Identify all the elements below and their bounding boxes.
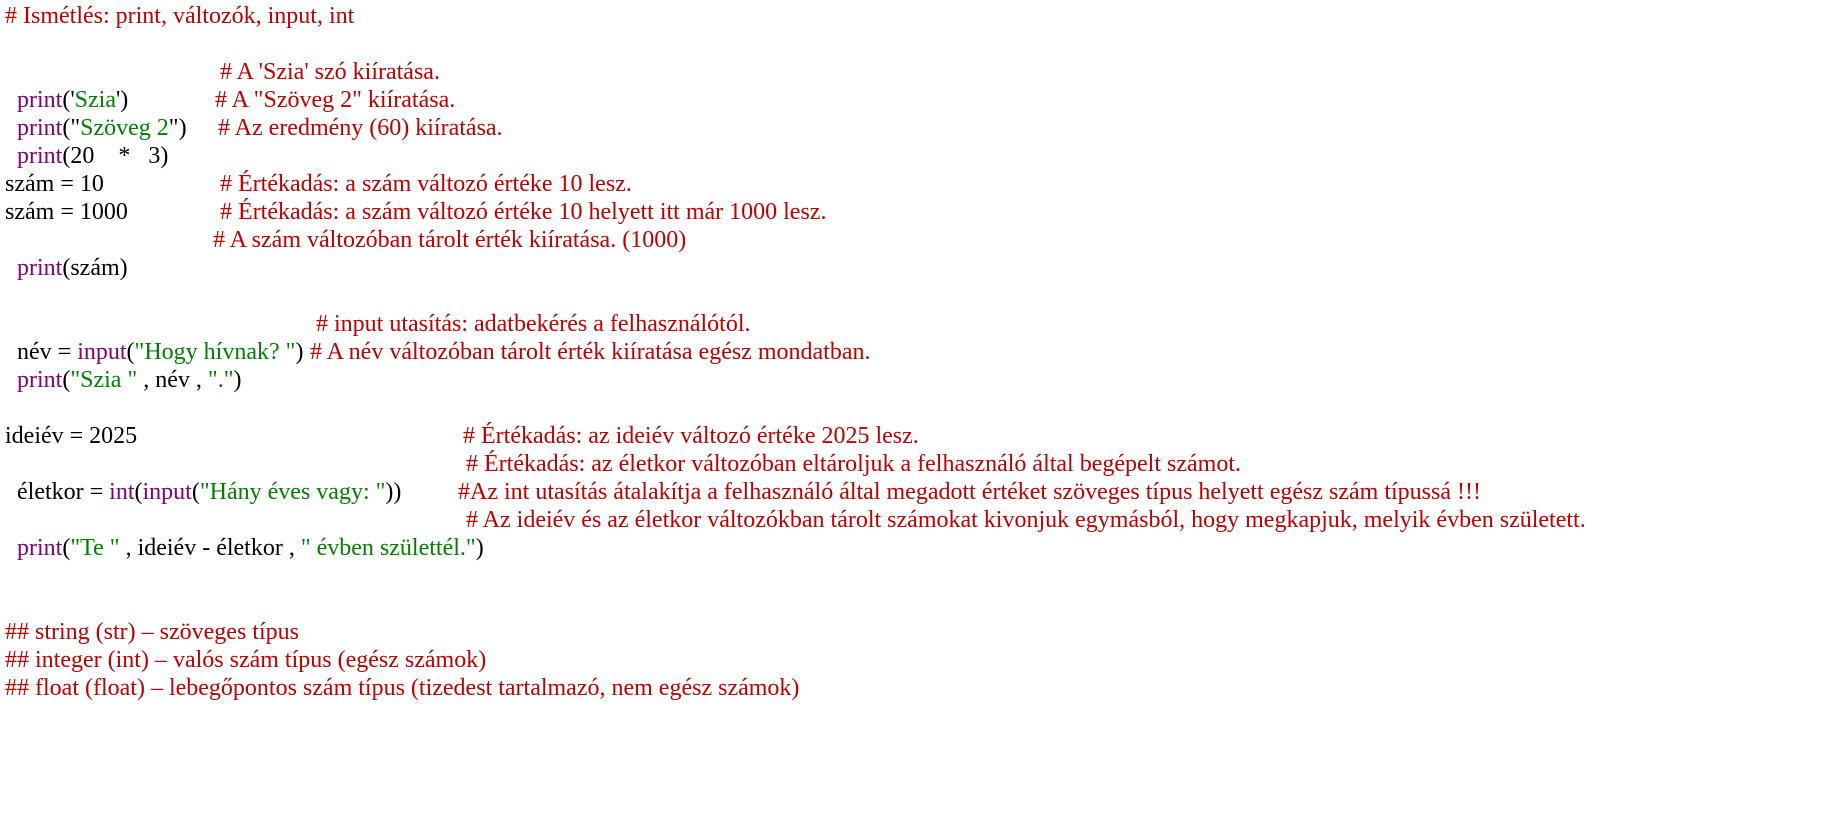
code-line (5, 226, 128, 282)
punct: ( (126, 339, 135, 365)
code-line (5, 506, 484, 562)
code-line: ideiév = 2025 (5, 423, 138, 449)
keyword: print (17, 255, 63, 281)
punct: (" (62, 115, 81, 141)
comment: # Értékadás: a szám változó értéke 10 helyett itt már 1000 lesz. (220, 199, 827, 225)
string-literal: "Hány éves vagy: " (199, 479, 386, 505)
keyword: int (109, 479, 135, 505)
header-comment: # Ismétlés: print, változók, input, int (5, 3, 355, 29)
type-comment-float: ## float (float) – lebegőpontos szám típus (tizedest tartalmazó, nem egész számok) (5, 675, 800, 701)
comment: # Az eredmény (60) kiíratása. (218, 115, 503, 141)
string-literal: "." (207, 367, 234, 393)
code-text: életkor = (17, 479, 110, 505)
comment: # Értékadás: a szám változó értéke 10 lesz. (220, 171, 632, 197)
punct: ) (233, 367, 242, 393)
punct: ) (295, 339, 304, 365)
string-literal: "Te " (70, 535, 120, 561)
punct: ( (62, 535, 71, 561)
string-literal: "Hogy hívnak? " (134, 339, 296, 365)
punct: )) (385, 479, 402, 505)
punct: ) (475, 535, 484, 561)
comment: # input utasítás: adatbekérés a felhasználótól. (316, 311, 751, 337)
punct: ') (115, 87, 129, 113)
keyword: print (17, 87, 63, 113)
string-literal: Szöveg 2 (80, 115, 169, 141)
string-literal: " évben születtél." (300, 535, 476, 561)
comment: #Az int utasítás átalakítja a felhasználó által megadott értéket szöveges típus helyett egész szám típussá !!! (458, 479, 1481, 505)
punct: ") (168, 115, 187, 141)
keyword: input (142, 479, 192, 505)
comment: # Az ideiév és az életkor változókban tárolt számokat kivonjuk egymásból, hogy megkapjuk, melyik évben született. (466, 507, 1586, 533)
keyword: print (17, 367, 63, 393)
code-text: , ideiév - életkor , (119, 535, 301, 561)
code-line (5, 338, 242, 394)
comment: # A 'Szia' szó kiíratása. (220, 59, 440, 85)
keyword: print (17, 535, 63, 561)
punct: ( (62, 367, 71, 393)
type-comment-str: ## string (str) – szöveges típus (5, 619, 299, 645)
code-line: szám = 10 (5, 171, 104, 197)
code-text: (szám) (62, 255, 128, 281)
comment: # Értékadás: az életkor változóban eltároljuk a felhasználó által begépelt számot. (466, 451, 1241, 477)
code-line: szám = 1000 (5, 199, 128, 225)
keyword: print (17, 143, 63, 169)
code-line (5, 450, 401, 506)
comment: # A szám változóban tárolt érték kiíratása. (1000) (213, 227, 687, 253)
code-line (5, 114, 168, 170)
keyword: print (17, 115, 63, 141)
comment: # A "Szöveg 2" kiíratása. (215, 87, 456, 113)
string-literal: "Szia " (70, 367, 138, 393)
code-text: , név , (137, 367, 208, 393)
code-text: (20 * 3) (62, 143, 169, 169)
type-comment-int: ## integer (int) – valós szám típus (egész számok) (5, 647, 487, 673)
comment: # Értékadás: az ideiév változó értéke 2025 lesz. (463, 423, 919, 449)
punct: ( (191, 479, 200, 505)
comment: # A név változóban tárolt érték kiíratása egész mondatban. (310, 339, 871, 365)
punct: (' (62, 87, 75, 113)
punct: ( (134, 479, 143, 505)
string-literal: Szia (74, 87, 116, 113)
code-text: név = (17, 339, 78, 365)
keyword: input (77, 339, 127, 365)
